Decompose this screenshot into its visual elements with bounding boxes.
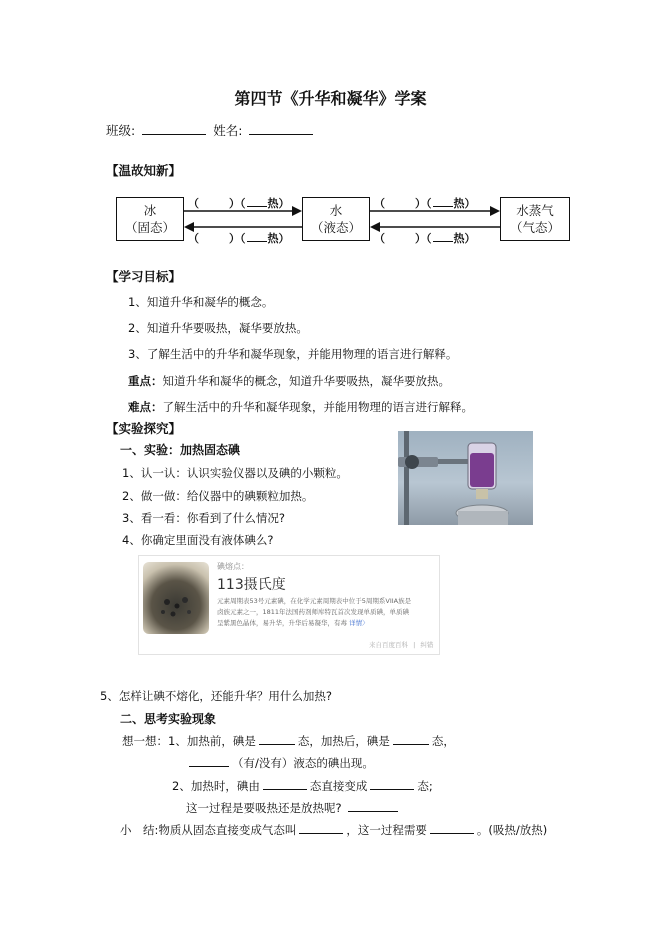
name-label: 姓名: [213, 123, 243, 138]
state-sub: （气态） [509, 220, 560, 235]
arrowhead-right-icon [292, 206, 302, 216]
think-line-2: （有/没有）液态的碘出现。 [186, 754, 374, 771]
card-desc: 呈紫黑色晶体，易升华，升华后易凝华，有毒 详情〉 [217, 619, 369, 627]
card-value: 113摄氏度 [217, 577, 286, 593]
state-arrows [0, 0, 661, 260]
iodine-info-card [138, 555, 440, 655]
question-5: 5、怎样让碘不熔化，还能升华？用什么加热? [100, 689, 332, 703]
class-label: 班级: [106, 123, 136, 138]
key-label: 重点： [128, 374, 163, 388]
key-text: 知道升华和凝华的概念，知道升华要吸热，凝华要放热。 [162, 374, 450, 388]
difficulty-label: 难点： [128, 400, 163, 414]
experiment-step: 3、看一看：你看到了什么情况? [122, 511, 285, 525]
arrowhead-right-icon [490, 206, 500, 216]
review-heading: 【温故知新】 [106, 163, 182, 178]
state-sub: （固态） [124, 220, 175, 235]
arrow-label-bottom-right: （ ）（ 热） [374, 232, 476, 245]
state-name: 冰 [143, 203, 157, 218]
think-line-1: 想一想：1、加热前，碘是 态，加热后，碘是 态， [122, 734, 455, 748]
card-detail-link[interactable]: 详情〉 [349, 619, 369, 627]
lab-apparatus-icon [398, 431, 533, 525]
thinking-subheading: 二、思考实验现象 [120, 712, 217, 726]
iodine-crystals-icon [143, 562, 209, 634]
experiment-step: 1、认一认：认识实验仪器以及碘的小颗粒。 [122, 466, 348, 480]
experiment-heading: 【实验探究】 [106, 421, 182, 436]
state-name: 水蒸气 [516, 203, 554, 218]
card-source[interactable]: 来自百度百科 [369, 641, 408, 649]
card-report[interactable]: 纠错 [420, 641, 434, 649]
objective-item: 1、知道升华和凝华的概念。 [128, 295, 274, 309]
arrow-label-top-left: （ ）（ 热） [188, 197, 290, 210]
card-desc: 元素周期表53号元素碘，在化学元素周期表中位于5周期系VIIA族是 [217, 597, 412, 605]
state-sub: （液态） [310, 220, 361, 235]
objective-item: 3、了解生活中的升华和凝华现象，并能用物理的语言进行解释。 [128, 347, 458, 361]
think-line-3: 2、加热时，碘由 态直接变成 态; [172, 779, 433, 793]
arrow-label-bottom-left: （ ）（ 热） [188, 232, 290, 245]
iodine-crystal-image [143, 562, 209, 634]
arrow-label-top-right: （ ）（ 热） [374, 197, 476, 210]
key-point [128, 373, 450, 389]
experiment-step: 2、做一做：给仪器中的碘颗粒加热。 [122, 489, 314, 503]
iodine-heating-photo [398, 431, 533, 525]
state-name: 水 [329, 203, 343, 218]
objective-item: 2、知道升华要吸热，凝华要放热。 [128, 321, 308, 335]
summary-line: 小 结:物质从固态直接变成气态叫 ，这一过程需要 。(吸热/放热) [120, 823, 548, 837]
objectives-heading: 【学习目标】 [106, 269, 182, 284]
difficulty-text: 了解生活中的升华和凝华现象，并能用物理的语言进行解释。 [162, 400, 473, 414]
experiment-step: 4、你确定里面没有液体碘么? [122, 533, 274, 547]
card-footer: 来自百度百科 | 纠错 [369, 641, 434, 649]
card-desc: 卤族元素之一，1811年法国药剂师库特瓦首次发现单质碘，单质碘 [217, 608, 410, 616]
difficulty-point [128, 399, 473, 415]
card-tag: 碘熔点： [217, 562, 249, 571]
think-line-4: 这一过程是要吸热还是放热呢? [186, 799, 401, 816]
experiment-subheading: 一、实验：加热固态碘 [120, 443, 241, 457]
page-title: 第四节《升华和凝华》学案 [234, 89, 427, 108]
